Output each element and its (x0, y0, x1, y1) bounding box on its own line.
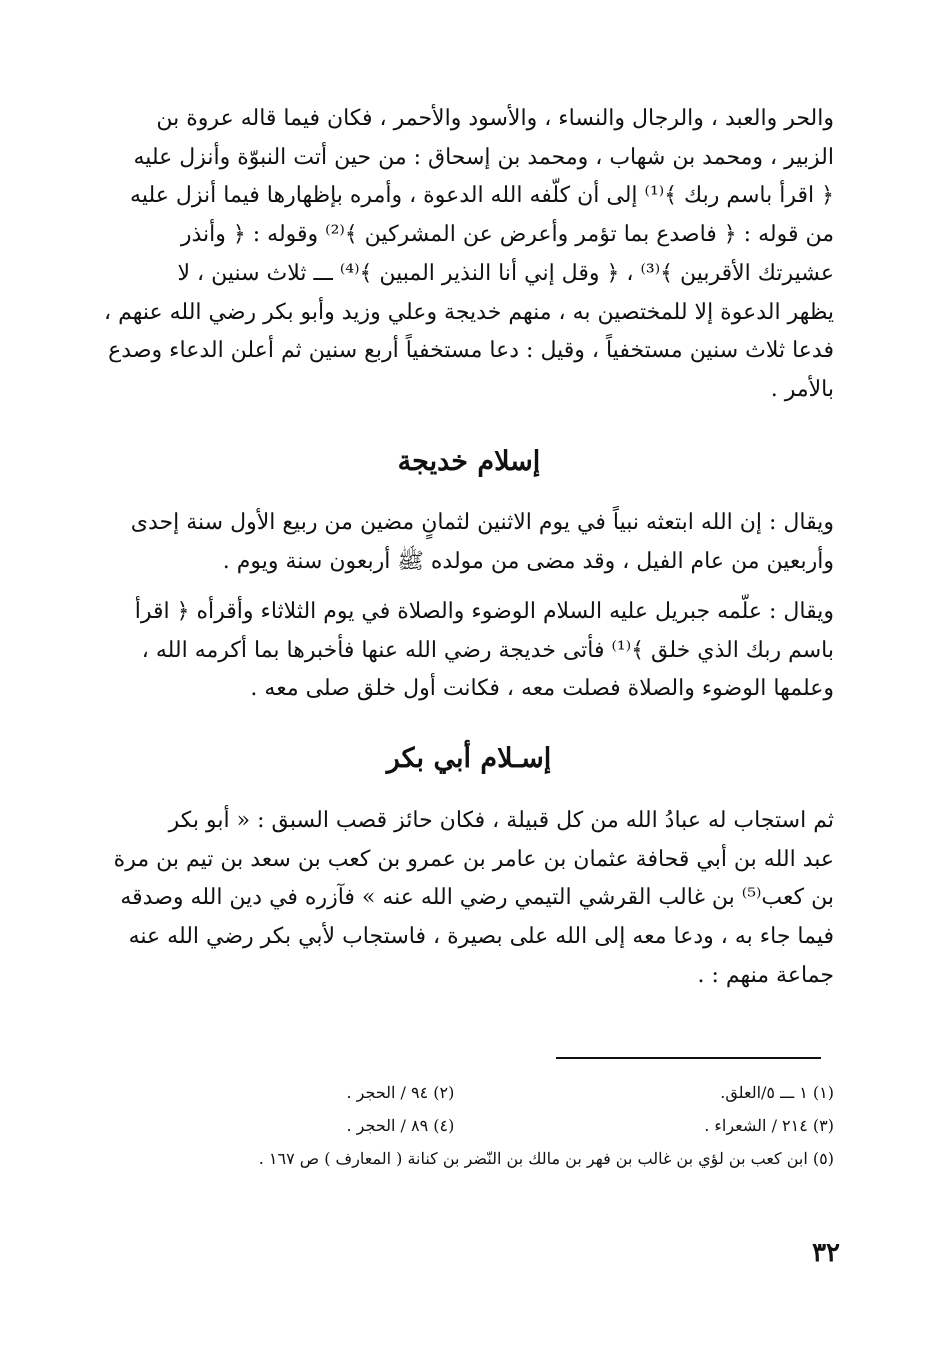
footnote-2: (٢) ٩٤ / الحجر . (346, 1083, 455, 1102)
footnote-3: (٣) ٢١٤ / الشعراء . (704, 1116, 834, 1135)
text-line: ويقال : علّمه جبريل عليه السلام الوضوء والصلاة في يوم الثلاثاء وأقرأه ﴿ اقرأ (134, 599, 834, 624)
text-line: باسم ربك الذي خلق ﴾⁽¹⁾ فأتى خديجة رضي الله عنها فأخبرها بما أكرمه الله ، (141, 637, 834, 663)
paragraph-gabriel (104, 593, 834, 709)
text-line: عبد الله بن أبي قحافة عثمان بن عامر بن عمرو بن كعب بن سعد بن تيم بن مرة (113, 846, 834, 872)
text-line: عشيرتك الأقربين ﴾⁽³⁾ ، ﴿ وقل إني أنا النذير المبين ﴾⁽⁴⁾ ـــ ثلاث سنين ، لا (177, 260, 834, 286)
text-line: والحر والعبد ، والرجال والنساء ، والأسود والأحمر ، فكان فيما قاله عروة بن (156, 106, 834, 131)
footnote-5: (٥) ابن كعب بن لؤي بن غالب بن فهر بن مالك بن النّضر بن كنانة ( المعارف ) ص ١٦٧ . (258, 1149, 834, 1168)
text-line: جماعة منهم : . (697, 962, 834, 988)
text-line: بالأمر . (770, 376, 834, 402)
paragraph-prophethood-date (104, 504, 834, 581)
footnote-divider (556, 1057, 821, 1059)
text-line: من قوله : ﴿ فاصدع بما تؤمر وأعرض عن المشركين ﴾⁽²⁾ وقوله : ﴿ وأنذر (180, 222, 834, 248)
paragraph-opening (104, 100, 834, 410)
text-line: الزبير ، ومحمد بن شهاب ، ومحمد بن إسحاق : من حين أتت النبوّة وأنزل عليه (133, 144, 834, 170)
page-number: ٣٢ (812, 1238, 840, 1268)
footnote-row (104, 1109, 834, 1142)
text-line: يظهر الدعوة إلا للمختصين به ، منهم خديجة وعلي وزيد وأبو بكر رضي الله عنهم ، (104, 299, 834, 325)
section-heading-abu-bakr: إسـلام أبي بكر (386, 743, 552, 774)
section-heading-khadija: إسلام خديجة (397, 446, 541, 477)
text-line: ﴿ اقرأ باسم ربك ﴾⁽¹⁾ إلى أن كلّفه الله الدعوة ، وأمره بإظهارها فيما أنزل عليه (130, 183, 834, 209)
text-line: فدعا ثلاث سنين مستخفياً ، وقيل : دعا مستخفياً أربع سنين ثم أعلن الدعاء وصدع (108, 338, 834, 364)
text-line: بن كعب⁽⁵⁾ بن غالب القرشي التيمي رضي الله عنه » فآزره في دين الله وصدقه (120, 885, 834, 911)
footnote-4: (٤) ٨٩ / الحجر . (346, 1116, 455, 1135)
footnotes (104, 1076, 834, 1175)
footnote-1: (١) ١ ـــ ٥/العلق. (720, 1083, 834, 1102)
text-line: وعلمها الوضوء والصلاة فصلت معه ، فكانت أول خلق صلى معه . (250, 676, 834, 702)
text-line: فيما جاء به ، ودعا معه إلى الله على بصيرة ، فاستجاب لأبي بكر رضي الله عنه (128, 924, 834, 950)
paragraph-abu-bakr (104, 802, 834, 996)
footnote-row (104, 1076, 834, 1109)
text-line: ويقال : إن الله ابتعثه نبياً في يوم الاثنين لثمانٍ مضين من ربيع الأول سنة إحدى (130, 510, 834, 535)
text-line: ثم استجاب له عبادُ الله من كل قبيلة ، فكان حائز قصب السبق : « أبو بكر (168, 808, 834, 833)
text-line: وأربعين من عام الفيل ، وقد مضى من مولده ﷺ أربعون سنة ويوم . (222, 548, 834, 574)
